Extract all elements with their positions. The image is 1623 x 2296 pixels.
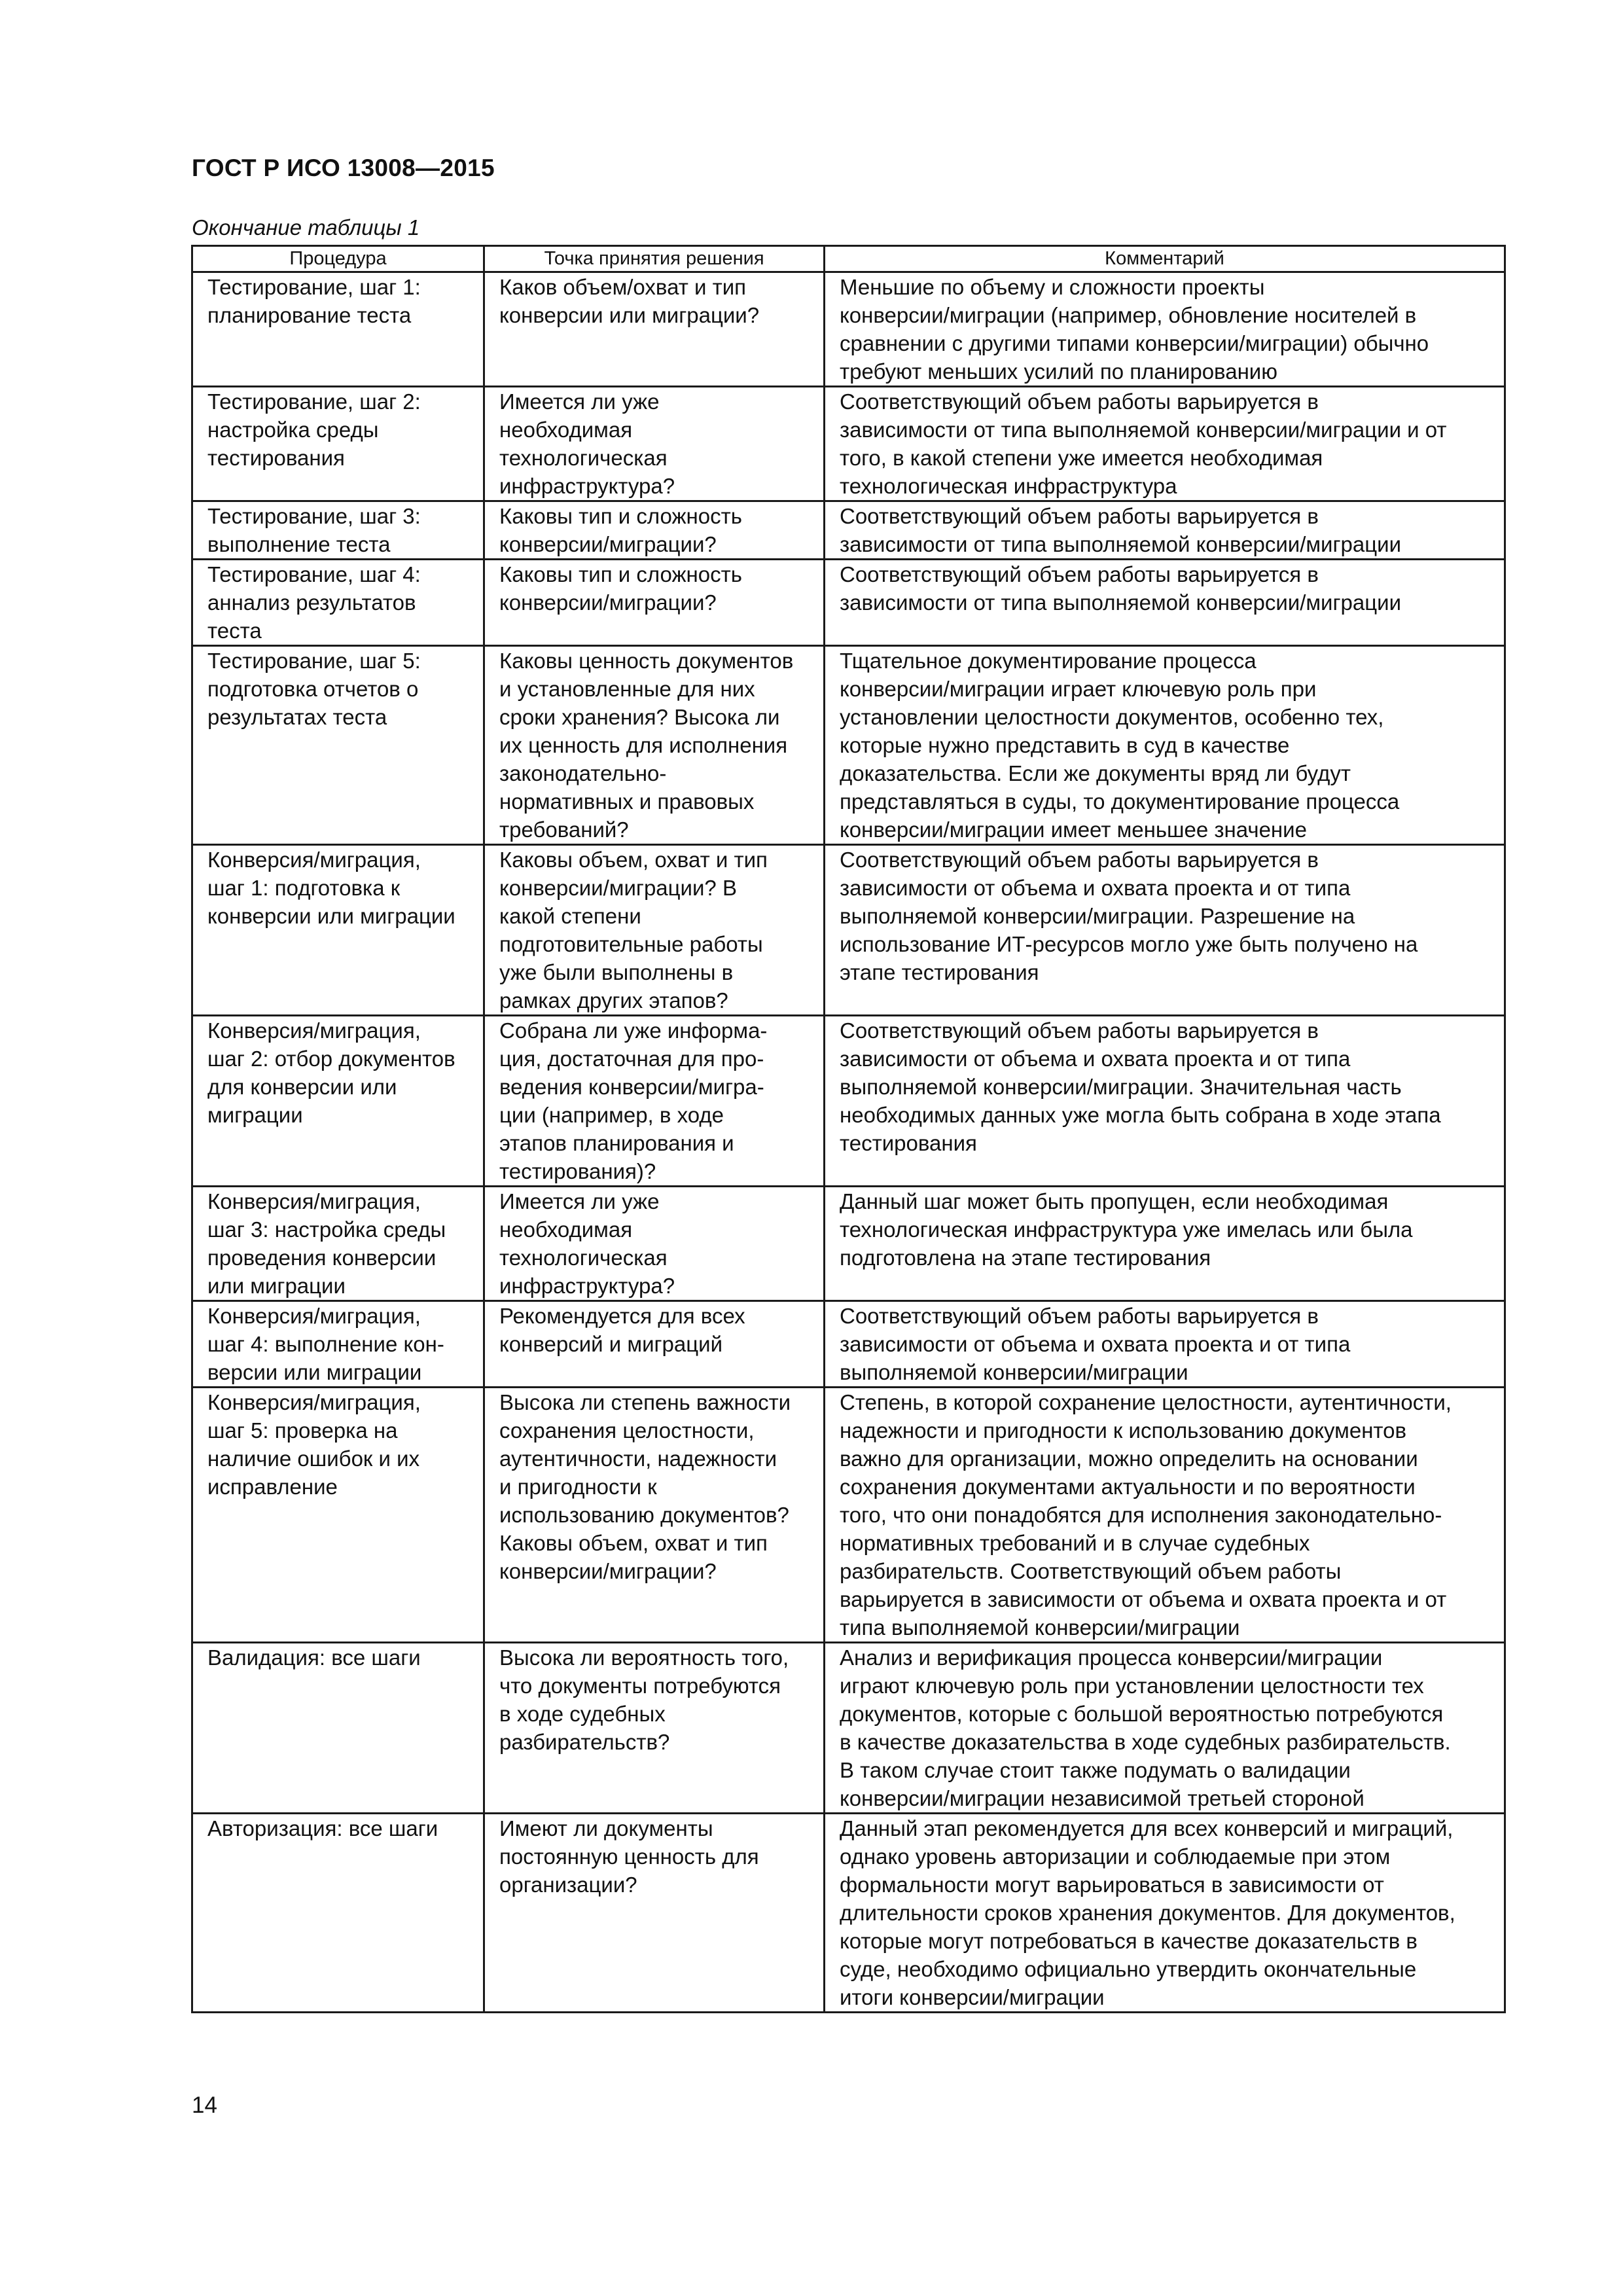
table-row [192,1301,1505,1388]
comment-cell: Соответствующий объем работы варьируется в зависимости от типа выполняемой конверсии/миграции и от того, в какой степени уже имеется необходимая технологическая инфраструктура [825,387,1505,501]
table-row [192,387,1505,501]
comment-cell: Соответствующий объем работы варьируется в зависимости от типа выполняемой конверсии/миграции [825,560,1505,646]
page-number: 14 [192,2092,217,2118]
decision-cell: Рекомендуется для всех конверсий и миграций [484,1301,825,1388]
procedure-cell: Конверсия/миграция, шаг 4: выполнение кон- версии или миграции [192,1301,484,1388]
procedure-cell: Конверсия/миграция, шаг 3: настройка среды проведения конверсии или миграции [192,1187,484,1301]
decision-cell: Имеется ли уже необходимая технологическая инфраструктура? [484,387,825,501]
decision-cell: Каков объем/охват и тип конверсии или миграции? [484,272,825,387]
decision-cell: Каковы тип и сложность конверсии/миграции? [484,501,825,560]
decision-cell: Каковы ценность документов и установленные для них сроки хранения? Высока ли их ценность для исполнения законодательно- нормативных и правовых требований? [484,646,825,845]
table-row [192,1814,1505,2013]
decision-cell: Имеется ли уже необходимая технологическая инфраструктура? [484,1187,825,1301]
table-row [192,1187,1505,1301]
procedure-cell: Тестирование, шаг 2: настройка среды тестирования [192,387,484,501]
procedure-cell: Конверсия/миграция, шаг 2: отбор документов для конверсии или миграции [192,1016,484,1187]
table-row [192,560,1505,646]
table-header-row [192,246,1505,272]
procedure-cell: Конверсия/миграция, шаг 5: проверка на наличие ошибок и их исправление [192,1388,484,1643]
decision-cell: Каковы тип и сложность конверсии/миграции? [484,560,825,646]
table-row [192,272,1505,387]
procedure-cell: Конверсия/миграция, шаг 1: подготовка к конверсии или миграции [192,845,484,1016]
table-row [192,646,1505,845]
decision-cell: Каковы объем, охват и тип конверсии/миграции? В какой степени подготовительные работы уже были выполнены в рамках других этапов? [484,845,825,1016]
comment-cell: Соответствующий объем работы варьируется в зависимости от объема и охвата проекта и от типа выполняемой конверсии/миграции. Значительная часть необходимых данных уже могла быть собрана в ходе этапа тестирования [825,1016,1505,1187]
document-header: ГОСТ Р ИСО 13008—2015 [192,154,495,181]
table-row [192,1016,1505,1187]
decision-cell: Собрана ли уже информа- ция, достаточная для про- ведения конверсии/мигра- ции (например, в ходе этапов планирования и тестирования)? [484,1016,825,1187]
table-body [192,272,1505,2013]
comment-cell: Анализ и верификация процесса конверсии/миграции играют ключевую роль при установлении целостности тех документов, которые с большой вероятностью потребуются в качестве доказательства в ходе судебных разбирательств. В таком случае стоит также подумать о валидации конверсии/миграции независимой третьей стороной [825,1643,1505,1814]
procedure-cell: Тестирование, шаг 1: планирование теста [192,272,484,387]
table-row [192,1388,1505,1643]
decision-cell: Высока ли вероятность того, что документы потребуются в ходе судебных разбирательств? [484,1643,825,1814]
column-header-procedure: Процедура [192,246,484,272]
table-row [192,1643,1505,1814]
decision-cell: Имеют ли документы постоянную ценность для организации? [484,1814,825,2013]
table-row [192,845,1505,1016]
procedure-cell: Тестирование, шаг 4: аннализ результатов теста [192,560,484,646]
comment-cell: Данный шаг может быть пропущен, если необходимая технологическая инфраструктура уже имелась или была подготовлена на этапе тестирования [825,1187,1505,1301]
comment-cell: Соответствующий объем работы варьируется в зависимости от объема и охвата проекта и от типа выполняемой конверсии/миграции. Разрешение на использование ИТ-ресурсов могло уже быть получено на этапе тестирования [825,845,1505,1016]
procedure-cell: Авторизация: все шаги [192,1814,484,2013]
comment-cell: Данный этап рекомендуется для всех конверсий и миграций, однако уровень авторизации и соблюдаемые при этом формальности могут варьироваться в зависимости от длительности сроков хранения документов. Для документов, которые могут потребоваться в качестве доказательств в суде, необходимо официально утвердить окончательные итоги конверсии/миграции [825,1814,1505,2013]
comment-cell: Тщательное документирование процесса конверсии/миграции играет ключевую роль при установлении целостности документов, особенно тех, которые нужно представить в суд в качестве доказательства. Если же документы вряд ли будут представляться в суды, то документирование процесса конверсии/миграции имеет меньшее значение [825,646,1505,845]
comment-cell: Степень, в которой сохранение целостности, аутентичности, надежности и пригодности к использованию документов важно для организации, можно определить на основании сохранения документами актуальности и по вероятности того, что они понадобятся для исполнения законодательно- нормативных требований и в случае судебных разбирательств. Соответствующий объем работы варьируется в зависимости от объема и охвата проекта и от типа выполняемой конверсии/миграции [825,1388,1505,1643]
column-header-decision: Точка принятия решения [484,246,825,272]
procedure-cell: Тестирование, шаг 5: подготовка отчетов о результатах теста [192,646,484,845]
column-header-comment: Комментарий [825,246,1505,272]
table-row [192,501,1505,560]
comment-cell: Меньшие по объему и сложности проекты конверсии/миграции (например, обновление носителей в сравнении с другими типами конверсии/миграции) обычно требуют меньших усилий по планированию [825,272,1505,387]
comment-cell: Соответствующий объем работы варьируется в зависимости от объема и охвата проекта и от типа выполняемой конверсии/миграции [825,1301,1505,1388]
decision-cell: Высока ли степень важности сохранения целостности, аутентичности, надежности и пригодности к использованию документов? Каковы объем, охват и тип конверсии/миграции? [484,1388,825,1643]
comment-cell: Соответствующий объем работы варьируется в зависимости от типа выполняемой конверсии/миграции [825,501,1505,560]
table-caption: Окончание таблицы 1 [192,215,420,240]
procedures-table [191,245,1506,2013]
procedure-cell: Тестирование, шаг 3: выполнение теста [192,501,484,560]
procedure-cell: Валидация: все шаги [192,1643,484,1814]
